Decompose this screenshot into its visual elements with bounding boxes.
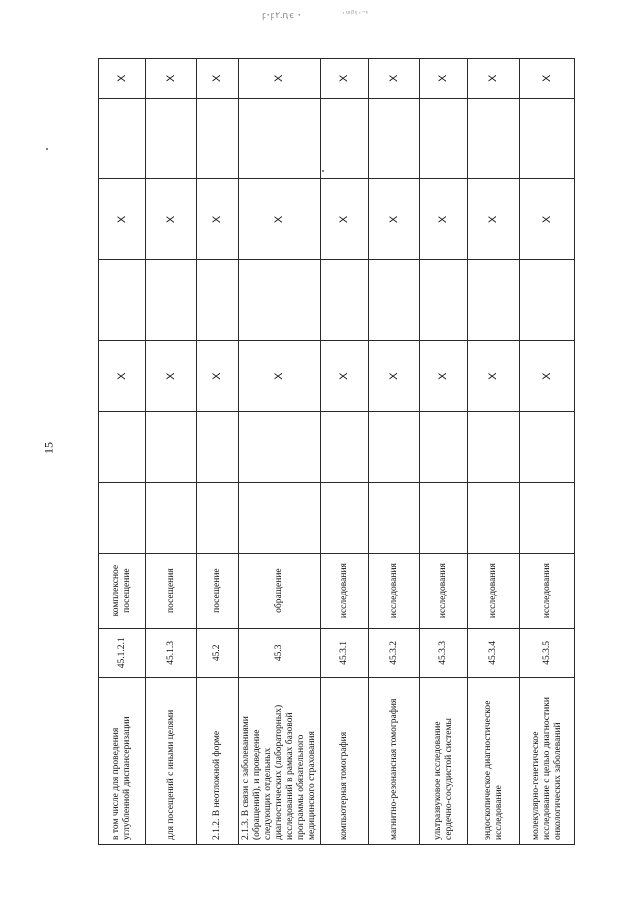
row-code-cell: 45.3.4 (468, 628, 520, 678)
empty-cell (146, 98, 197, 179)
empty-cell (239, 98, 321, 179)
table-row (99, 59, 146, 845)
row-unit-cell: посещение (197, 553, 239, 628)
table-row (321, 59, 369, 845)
empty-cell (239, 482, 321, 553)
empty-cell (321, 98, 369, 179)
row-name-cell: магнитно-резонансная томография (369, 678, 420, 845)
empty-cell (146, 260, 197, 341)
x-mark-cell: X (197, 341, 239, 412)
row-unit-cell: исследования (420, 553, 468, 628)
page-number-text: 15 (41, 442, 56, 454)
row-unit-cell: исследования (369, 553, 420, 628)
x-mark-cell: X (146, 179, 197, 260)
row-unit-cell: исследования (321, 553, 369, 628)
row-code-cell: 45.3.1 (321, 628, 369, 678)
row-unit-cell: посещения (146, 553, 197, 628)
scan-mark-right: ·ᵚᵝᵞ·ᵔᵋ (342, 8, 370, 18)
empty-cell (420, 412, 468, 483)
row-code-cell: 45.3 (239, 628, 321, 678)
table-row (420, 59, 468, 845)
row-name-cell: молекулярно-генетическое исследование с целью диагностики онкологических заболеваний (520, 678, 575, 845)
x-mark-cell: X (369, 179, 420, 260)
x-mark-cell: X (369, 341, 420, 412)
x-mark-cell: X (321, 341, 369, 412)
row-name-cell: 2.1.2. В неотложной форме (197, 678, 239, 845)
empty-cell (197, 412, 239, 483)
row-code-cell: 45.1.2.1 (99, 628, 146, 678)
x-mark-cell: X (520, 59, 575, 99)
x-mark-cell: X (420, 341, 468, 412)
x-mark-cell: X (468, 59, 520, 99)
x-mark-cell: X (321, 179, 369, 260)
empty-cell (520, 482, 575, 553)
empty-cell (369, 260, 420, 341)
empty-cell (520, 98, 575, 179)
x-mark-cell: X (520, 341, 575, 412)
x-mark-cell: X (321, 59, 369, 99)
empty-cell (239, 412, 321, 483)
x-mark-cell: X (369, 59, 420, 99)
x-mark-cell: X (420, 59, 468, 99)
empty-cell (99, 260, 146, 341)
empty-cell (520, 260, 575, 341)
empty-cell (468, 412, 520, 483)
document-table-frame (98, 58, 566, 845)
table-row (197, 59, 239, 845)
table-row (239, 59, 321, 845)
row-code-cell: 45.1.3 (146, 628, 197, 678)
row-code-cell: 45.3.3 (420, 628, 468, 678)
empty-cell (420, 482, 468, 553)
row-name-cell: для посещений с иными целями (146, 678, 197, 845)
table-row (520, 59, 575, 845)
table-row (468, 59, 520, 845)
empty-cell (197, 482, 239, 553)
x-mark-cell: X (239, 341, 321, 412)
row-code-cell: 45.2 (197, 628, 239, 678)
empty-cell (321, 260, 369, 341)
empty-cell (420, 98, 468, 179)
empty-cell (239, 260, 321, 341)
scan-mark-left: ꝼꞏꝼ٢.ꞑꞓ ꞏ (262, 10, 302, 20)
empty-cell (321, 412, 369, 483)
empty-cell (520, 412, 575, 483)
x-mark-cell: X (99, 341, 146, 412)
x-mark-cell: X (239, 59, 321, 99)
empty-cell (197, 98, 239, 179)
row-name-cell: эндоскопическое диагностическое исследование (468, 678, 520, 845)
empty-cell (468, 482, 520, 553)
x-mark-cell: X (468, 341, 520, 412)
empty-cell (468, 260, 520, 341)
row-code-cell: 45.3.5 (520, 628, 575, 678)
page-number (41, 440, 57, 456)
empty-cell (369, 98, 420, 179)
x-mark-cell: X (420, 179, 468, 260)
empty-cell (99, 412, 146, 483)
empty-cell (468, 98, 520, 179)
empty-cell (99, 482, 146, 553)
rotated-table-container (98, 58, 566, 845)
row-code-cell: 45.3.2 (369, 628, 420, 678)
table-body (99, 59, 575, 845)
row-unit-cell: обращение (239, 553, 321, 628)
x-mark-cell: X (468, 179, 520, 260)
row-name-cell: 2.1.3. В связи с заболеваниями (обращений), и проведение следующих отдельных диагностических (лабораторных) исследований в рамках базовой программы обязательного медицинского страхования (239, 678, 321, 845)
x-mark-cell: X (197, 59, 239, 99)
row-name-cell: ультразвуковое исследование сердечно-сосудистой системы (420, 678, 468, 845)
x-mark-cell: X (146, 59, 197, 99)
row-name-cell: в том числе для проведения углубленной диспансеризации (99, 678, 146, 845)
x-mark-cell: X (146, 341, 197, 412)
x-mark-cell: X (520, 179, 575, 260)
row-unit-cell: комплексное посещение (99, 553, 146, 628)
data-table (98, 58, 575, 845)
x-mark-cell: X (239, 179, 321, 260)
empty-cell (99, 98, 146, 179)
table-row (369, 59, 420, 845)
empty-cell (146, 482, 197, 553)
empty-cell (197, 260, 239, 341)
row-unit-cell: исследования (468, 553, 520, 628)
x-mark-cell: X (99, 179, 146, 260)
empty-cell (146, 412, 197, 483)
empty-cell (321, 482, 369, 553)
x-mark-cell: X (99, 59, 146, 99)
table-row (146, 59, 197, 845)
empty-cell (369, 412, 420, 483)
scan-speck (46, 148, 48, 150)
row-unit-cell: исследования (520, 553, 575, 628)
empty-cell (420, 260, 468, 341)
x-mark-cell: X (197, 179, 239, 260)
empty-cell (369, 482, 420, 553)
row-name-cell: компьютерная томография (321, 678, 369, 845)
